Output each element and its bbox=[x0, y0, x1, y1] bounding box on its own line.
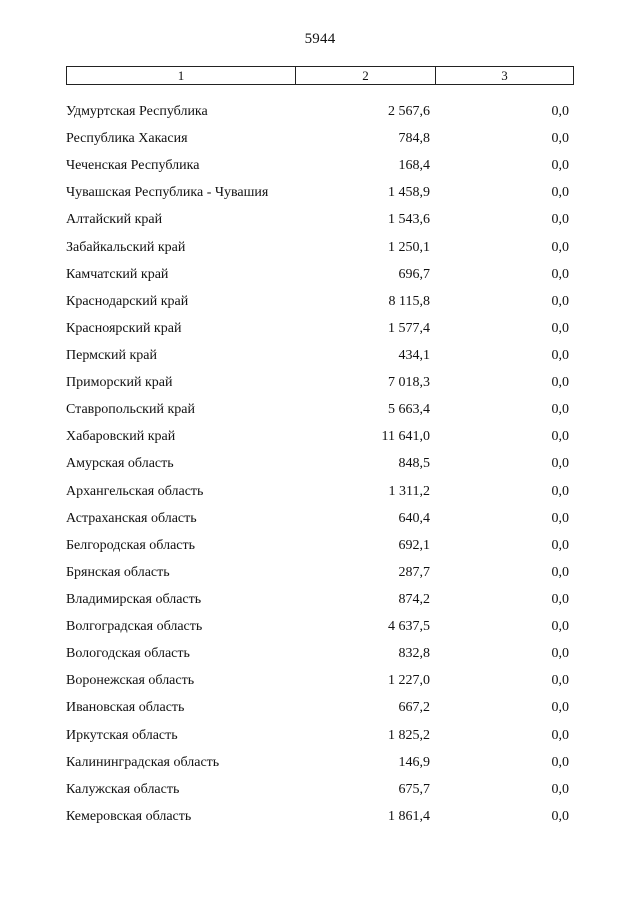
region-name: Алтайский край bbox=[66, 212, 163, 228]
table-row bbox=[0, 267, 640, 294]
table-row bbox=[0, 646, 640, 673]
amount-value-2: 0,0 bbox=[551, 212, 569, 228]
amount-value: 675,7 bbox=[398, 781, 430, 797]
amount-value: 7 018,3 bbox=[388, 375, 430, 391]
amount-value: 667,2 bbox=[398, 700, 430, 716]
amount-value-2: 0,0 bbox=[551, 673, 569, 689]
table-row bbox=[0, 456, 640, 483]
amount-value-2: 0,0 bbox=[551, 808, 569, 824]
amount-value: 1 227,0 bbox=[388, 673, 430, 689]
amount-value-2: 0,0 bbox=[551, 347, 569, 363]
table-row bbox=[0, 484, 640, 511]
region-name: Забайкальский край bbox=[66, 239, 186, 255]
amount-value-2: 0,0 bbox=[551, 754, 569, 770]
amount-value-2: 0,0 bbox=[551, 510, 569, 526]
region-name: Камчатский край bbox=[66, 266, 169, 282]
amount-value: 146,9 bbox=[398, 754, 430, 770]
amount-value: 1 543,6 bbox=[388, 212, 430, 228]
amount-value-2: 0,0 bbox=[551, 185, 569, 201]
region-name: Пермский край bbox=[66, 347, 157, 363]
amount-value-2: 0,0 bbox=[551, 158, 569, 174]
amount-value: 1 311,2 bbox=[388, 483, 430, 499]
table-row bbox=[0, 158, 640, 185]
amount-value: 1 861,4 bbox=[388, 808, 430, 824]
region-name: Иркутская область bbox=[66, 727, 178, 743]
amount-value: 5 663,4 bbox=[388, 402, 430, 418]
table-row bbox=[0, 728, 640, 755]
amount-value-2: 0,0 bbox=[551, 781, 569, 797]
region-name: Чувашская Республика - Чувашия bbox=[66, 185, 269, 201]
column-header-row bbox=[66, 66, 574, 85]
amount-value-2: 0,0 bbox=[551, 591, 569, 607]
region-name: Калужская область bbox=[66, 781, 180, 797]
amount-value: 287,7 bbox=[398, 564, 430, 580]
amount-value-2: 0,0 bbox=[551, 483, 569, 499]
region-name: Ивановская область bbox=[66, 700, 185, 716]
table-row bbox=[0, 511, 640, 538]
table-row bbox=[0, 321, 640, 348]
region-name: Красноярский край bbox=[66, 320, 182, 336]
table-row bbox=[0, 240, 640, 267]
amount-value-2: 0,0 bbox=[551, 293, 569, 309]
amount-value: 1 577,4 bbox=[388, 320, 430, 336]
table-row bbox=[0, 700, 640, 727]
amount-value-2: 0,0 bbox=[551, 646, 569, 662]
region-name: Краснодарский край bbox=[66, 293, 189, 309]
amount-value-2: 0,0 bbox=[551, 727, 569, 743]
table-row bbox=[0, 565, 640, 592]
region-name: Амурская область bbox=[66, 456, 174, 472]
region-name: Чеченская Республика bbox=[66, 158, 200, 174]
column-header-3: 3 bbox=[501, 68, 508, 83]
region-name: Архангельская область bbox=[66, 483, 204, 499]
table-row bbox=[0, 538, 640, 565]
table-row bbox=[0, 673, 640, 700]
amount-value-2: 0,0 bbox=[551, 266, 569, 282]
table-row bbox=[0, 185, 640, 212]
table-row bbox=[0, 212, 640, 239]
column-header-2: 2 bbox=[296, 67, 436, 84]
amount-value: 1 250,1 bbox=[388, 239, 430, 255]
region-name: Брянская область bbox=[66, 564, 170, 580]
amount-value: 784,8 bbox=[398, 131, 430, 147]
amount-value-2: 0,0 bbox=[551, 239, 569, 255]
region-name: Волгоградская область bbox=[66, 619, 203, 635]
amount-value: 640,4 bbox=[398, 510, 430, 526]
amount-value: 832,8 bbox=[398, 646, 430, 662]
region-name: Ставропольский край bbox=[66, 402, 195, 418]
table-row bbox=[0, 755, 640, 782]
region-name: Калининградская область bbox=[66, 754, 220, 770]
amount-value-2: 0,0 bbox=[551, 537, 569, 553]
region-name: Вологодская область bbox=[66, 646, 190, 662]
amount-value: 696,7 bbox=[398, 266, 430, 282]
table-row bbox=[0, 782, 640, 809]
amount-value-2: 0,0 bbox=[551, 700, 569, 716]
region-name: Приморский край bbox=[66, 375, 173, 391]
amount-value-2: 0,0 bbox=[551, 375, 569, 391]
region-name: Воронежская область bbox=[66, 673, 195, 689]
amount-value: 2 567,6 bbox=[388, 104, 430, 119]
amount-value: 692,1 bbox=[398, 537, 430, 553]
table-row bbox=[0, 402, 640, 429]
page-number: 5944 bbox=[304, 31, 336, 47]
amount-value-2: 0,0 bbox=[551, 456, 569, 472]
amount-value: 848,5 bbox=[398, 456, 430, 472]
amount-value: 434,1 bbox=[398, 347, 430, 363]
amount-value: 874,2 bbox=[398, 591, 430, 607]
amount-value-2: 0,0 bbox=[551, 320, 569, 336]
amount-value: 1 458,9 bbox=[388, 185, 430, 201]
table-row bbox=[0, 131, 640, 158]
region-name: Кемеровская область bbox=[66, 808, 192, 824]
region-name: Астраханская область bbox=[66, 510, 197, 526]
amount-value: 1 825,2 bbox=[388, 727, 430, 743]
amount-value: 11 641,0 bbox=[381, 429, 430, 445]
table-body bbox=[0, 104, 640, 836]
table-row bbox=[0, 429, 640, 456]
table-row bbox=[0, 348, 640, 375]
amount-value: 8 115,8 bbox=[388, 293, 430, 309]
region-name: Удмуртская Республика bbox=[66, 104, 208, 119]
table-row bbox=[0, 619, 640, 646]
table-row bbox=[0, 809, 640, 836]
amount-value: 4 637,5 bbox=[388, 619, 430, 635]
amount-value-2: 0,0 bbox=[551, 619, 569, 635]
region-name: Хабаровский край bbox=[66, 429, 176, 445]
amount-value-2: 0,0 bbox=[551, 564, 569, 580]
amount-value: 168,4 bbox=[398, 158, 430, 174]
amount-value-2: 0,0 bbox=[551, 104, 569, 119]
table-row bbox=[0, 104, 640, 131]
region-name: Владимирская область bbox=[66, 591, 202, 607]
region-name: Республика Хакасия bbox=[66, 131, 188, 147]
table-row bbox=[0, 375, 640, 402]
table-row bbox=[0, 294, 640, 321]
column-header-1: 1 bbox=[67, 67, 296, 84]
region-name: Белгородская область bbox=[66, 537, 196, 553]
amount-value-2: 0,0 bbox=[551, 429, 569, 445]
amount-value-2: 0,0 bbox=[551, 131, 569, 147]
amount-value-2: 0,0 bbox=[551, 402, 569, 418]
table-row bbox=[0, 592, 640, 619]
